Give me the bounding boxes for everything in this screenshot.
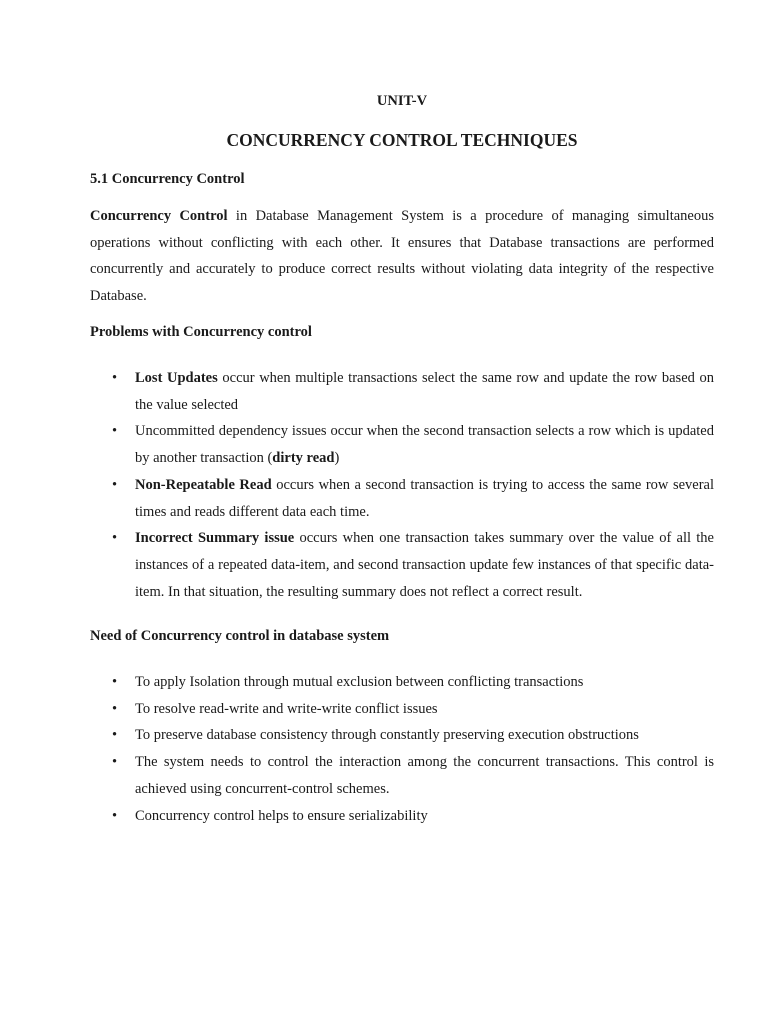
intro-bold-term: Concurrency Control bbox=[90, 208, 228, 224]
bullet-icon: • bbox=[112, 370, 118, 386]
term-dirty-read: dirty read bbox=[272, 450, 335, 467]
list-item-text: occurs when one transaction takes summary over the value of all the instances of a repeated data-item, and second transaction update few instances of that specific data-item. In that situation, the resulting summary does not reflect a correct result. bbox=[135, 530, 714, 600]
list-item-text: ) bbox=[334, 450, 340, 467]
unit-label: UNIT-V bbox=[376, 93, 428, 109]
term-non-repeatable-read: Non-Repeatable Read bbox=[135, 476, 272, 493]
list-item-text: To preserve database consistency through constantly preserving execution obstructions bbox=[135, 727, 639, 744]
list-item-text: occurs when a second transaction is trying to access the same row several times and reads different data each time. bbox=[135, 476, 715, 520]
list-item bbox=[90, 803, 714, 830]
problems-list bbox=[90, 365, 714, 605]
bullet-icon: • bbox=[112, 674, 118, 690]
list-item-text: The system needs to control the interaction among the concurrent transactions. This control is achieved using concurrent-control schemes. bbox=[135, 754, 714, 797]
intro-text: in Database Management System is a procedure of managing simultaneous operations without conflicting with each other. It ensures that Database transactions are performed concurrently and accurately to produce correct results without violating data integrity of the respective Database. bbox=[90, 208, 714, 305]
intro-paragraph bbox=[90, 203, 714, 310]
list-item bbox=[90, 365, 714, 418]
list-item bbox=[90, 669, 714, 696]
bullet-icon: • bbox=[112, 807, 118, 824]
list-item-text: To resolve read-write and write-write conflict issues bbox=[135, 700, 438, 717]
page-title: CONCURRENCY CONTROL TECHNIQUES bbox=[226, 130, 578, 150]
list-item-text: To apply Isolation through mutual exclusion between conflicting transactions bbox=[135, 674, 584, 690]
need-list bbox=[90, 669, 714, 829]
bullet-icon: • bbox=[112, 423, 118, 440]
list-item bbox=[90, 472, 714, 525]
list-item-text: Uncommitted dependency issues occur when the second transaction selects a row which is updated by another transaction ( bbox=[135, 423, 714, 467]
list-item bbox=[90, 722, 714, 749]
list-item-text: Concurrency control helps to ensure serializability bbox=[135, 807, 428, 824]
list-item bbox=[90, 749, 714, 802]
bullet-icon: • bbox=[112, 530, 118, 547]
term-incorrect-summary: Incorrect Summary issue bbox=[135, 530, 295, 547]
list-item bbox=[90, 418, 714, 471]
section-heading-concurrency-control: 5.1 Concurrency Control bbox=[90, 171, 245, 187]
list-item bbox=[90, 696, 714, 723]
section-heading-need: Need of Concurrency control in database system bbox=[90, 628, 390, 644]
section-heading-problems: Problems with Concurrency control bbox=[90, 324, 312, 340]
bullet-icon: • bbox=[112, 754, 118, 771]
bullet-icon: • bbox=[112, 700, 118, 717]
list-item-text: occur when multiple transactions select the same row and update the row based on the value selected bbox=[135, 370, 714, 413]
list-item bbox=[90, 525, 714, 605]
bullet-icon: • bbox=[112, 476, 118, 493]
bullet-icon: • bbox=[112, 727, 118, 744]
term-lost-updates: Lost Updates bbox=[135, 370, 218, 386]
